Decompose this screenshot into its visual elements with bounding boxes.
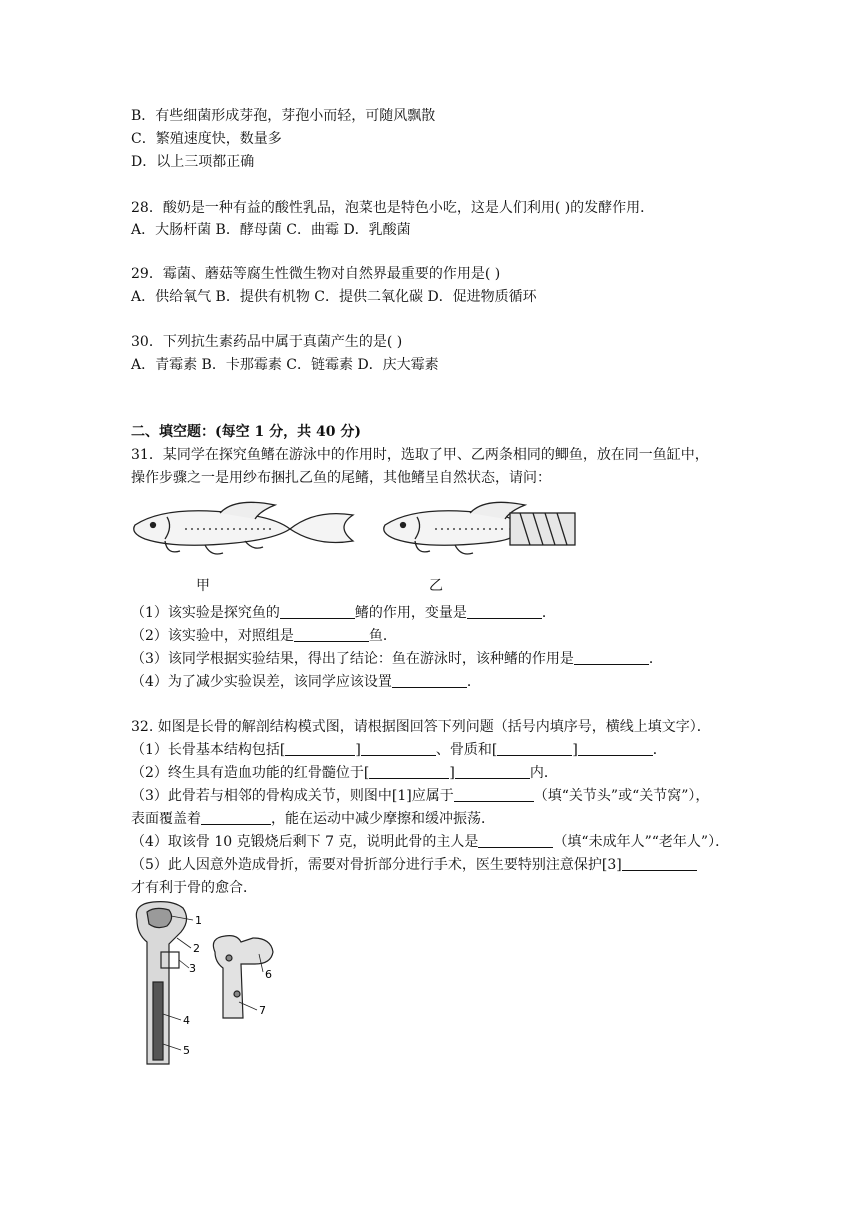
q32-part2-text-a: （2）终生具有造血功能的红骨髓位于[: [131, 765, 370, 781]
q32-part1-text-c: 、骨质和[: [435, 742, 498, 758]
q32-blank-2-number[interactable]: [497, 741, 572, 756]
q32-blank-1-number[interactable]: [285, 741, 355, 756]
fish-b-figure: [384, 502, 575, 554]
q32-part3-cont: [131, 810, 495, 828]
q30-options: A．青霉素 B．卡那霉素 C．链霉素 D．庆大霉素: [131, 357, 439, 373]
long-bone-figure: [136, 902, 186, 1064]
q32-part1-text-d: ]: [572, 742, 578, 758]
bone-diagram: [125, 898, 285, 1073]
q32-blank-joint[interactable]: [454, 787, 534, 802]
q32-part3-text-d: ，能在运动中减少摩擦和缓冲振荡．: [271, 811, 495, 827]
q32-part2-text-b: ]: [449, 765, 455, 781]
q27-option-b: B．有些细菌形成芽孢，芽孢小而轻，可随风飘散: [131, 108, 436, 124]
q32-part3-text-b: （填“关节头”或“关节窝”），: [533, 788, 710, 804]
q31-blank-variable[interactable]: [467, 604, 542, 619]
q31-blank-fin-role[interactable]: [574, 650, 649, 665]
q27-option-d: D．以上三项都正确: [131, 154, 255, 170]
fish-a-figure: [134, 502, 353, 554]
bone-label-6: 6: [265, 968, 272, 981]
q32-part2-text-c: 内．: [529, 765, 558, 781]
q32-blank-1-name[interactable]: [361, 741, 436, 756]
bone-label-5: 5: [183, 1044, 190, 1057]
q31-part1: [131, 604, 556, 622]
q31-stem-line2: 操作步骤之一是用纱布捆扎乙鱼的尾鳍，其他鳍呈自然状态，请问：: [131, 470, 551, 486]
q31-part4-text-a: （4）为了减少实验误差，该同学应该设置: [131, 674, 392, 690]
q32-part1-text-a: （1）长骨基本结构包括[: [131, 742, 286, 758]
q31-part4: [131, 673, 481, 691]
q30-stem: 30．下列抗生素药品中属于真菌产生的是( ): [131, 334, 403, 350]
q32-part5-text-a: （5）此人因意外造成骨折，需要对骨折部分进行手术，医生要特别注意保护[3]: [131, 857, 622, 873]
bone-label-2: 2: [193, 942, 200, 955]
q31-part1-text-b: 鳍的作用，变量是: [354, 605, 467, 621]
q32-part5-cont: 才有利于骨的愈合．: [131, 880, 257, 896]
bone-label-4: 4: [183, 1014, 190, 1027]
q32-part4-text-b: （填“未成年人”“老年人”）．: [553, 834, 730, 850]
q32-blank-cartilage[interactable]: [201, 810, 271, 825]
q32-blank-marrow-name[interactable]: [455, 764, 530, 779]
q32-part3-text-c: 表面覆盖着: [131, 811, 201, 827]
q31-part4-text-b: ．: [466, 674, 481, 690]
q32-part1-text-b: ]: [355, 742, 361, 758]
q31-part3-text-b: ．: [648, 651, 663, 667]
q31-blank-fin[interactable]: [280, 604, 355, 619]
q32-blank-age[interactable]: [478, 833, 553, 848]
q32-part5: [131, 856, 697, 874]
q31-part3-text-a: （3）该同学根据实验结果，得出了结论：鱼在游泳时，该种鳍的作用是: [131, 651, 574, 667]
q31-part2-text-b: 鱼．: [368, 628, 397, 644]
q32-part4: [131, 833, 729, 851]
q32-blank-marrow-number[interactable]: [369, 764, 449, 779]
bone-label-7: 7: [259, 1004, 266, 1017]
q31-part2: [131, 627, 397, 645]
q32-part3-text-a: （3）此骨若与相邻的骨构成关节，则图中[1]应属于: [131, 788, 454, 804]
q31-part3: [131, 650, 663, 668]
q31-blank-setup[interactable]: [392, 673, 467, 688]
q32-part1-text-e: ．: [652, 742, 667, 758]
q32-blank-periosteum[interactable]: [622, 856, 697, 871]
q31-part1-text-a: （1）该实验是探究鱼的: [131, 605, 280, 621]
fish-a-label: 甲: [196, 578, 210, 594]
q32-part3: [131, 787, 709, 805]
bone-label-1: 1: [195, 914, 202, 927]
q28-stem: 28．酸奶是一种有益的酸性乳品，泡菜也是特色小吃，这是人们利用( )的发酵作用．: [131, 200, 655, 216]
q31-stem-line1: 31．某同学在探究鱼鳍在游泳中的作用时，选取了甲、乙两条相同的鲫鱼，放在同一鱼缸中，: [131, 447, 709, 463]
fish-b-label: 乙: [429, 578, 443, 594]
q32-blank-2-name[interactable]: [578, 741, 653, 756]
q29-stem: 29．霉菌、蘑菇等腐生性微生物对自然界最重要的作用是( ): [131, 266, 501, 282]
section-heading: 二、填空题：(每空 1 分，共 40 分): [131, 424, 361, 440]
q32-stem: 32. 如图是长骨的解剖结构模式图，请根据图回答下列问题（括号内填序号，横线上填文字）．: [131, 719, 711, 735]
q32-part4-text-a: （4）取该骨 10 克锻烧后剩下 7 克，说明此骨的主人是: [131, 834, 479, 850]
q31-part1-text-c: ．: [541, 605, 556, 621]
bone-label-3: 3: [189, 962, 196, 975]
q31-blank-control[interactable]: [294, 627, 369, 642]
q28-options: A．大肠杆菌 B．酵母菌 C．曲霉 D．乳酸菌: [131, 222, 411, 238]
q32-part2: [131, 764, 558, 782]
q27-option-c: C．繁殖速度快，数量多: [131, 131, 282, 147]
bone-leader-lines: [163, 916, 263, 1050]
q31-part2-text-a: （2）该实验中，对照组是: [131, 628, 294, 644]
q29-options: A．供给氧气 B．提供有机物 C．提供二氧化碳 D．促进物质循环: [131, 289, 537, 305]
q32-part1: [131, 741, 667, 759]
